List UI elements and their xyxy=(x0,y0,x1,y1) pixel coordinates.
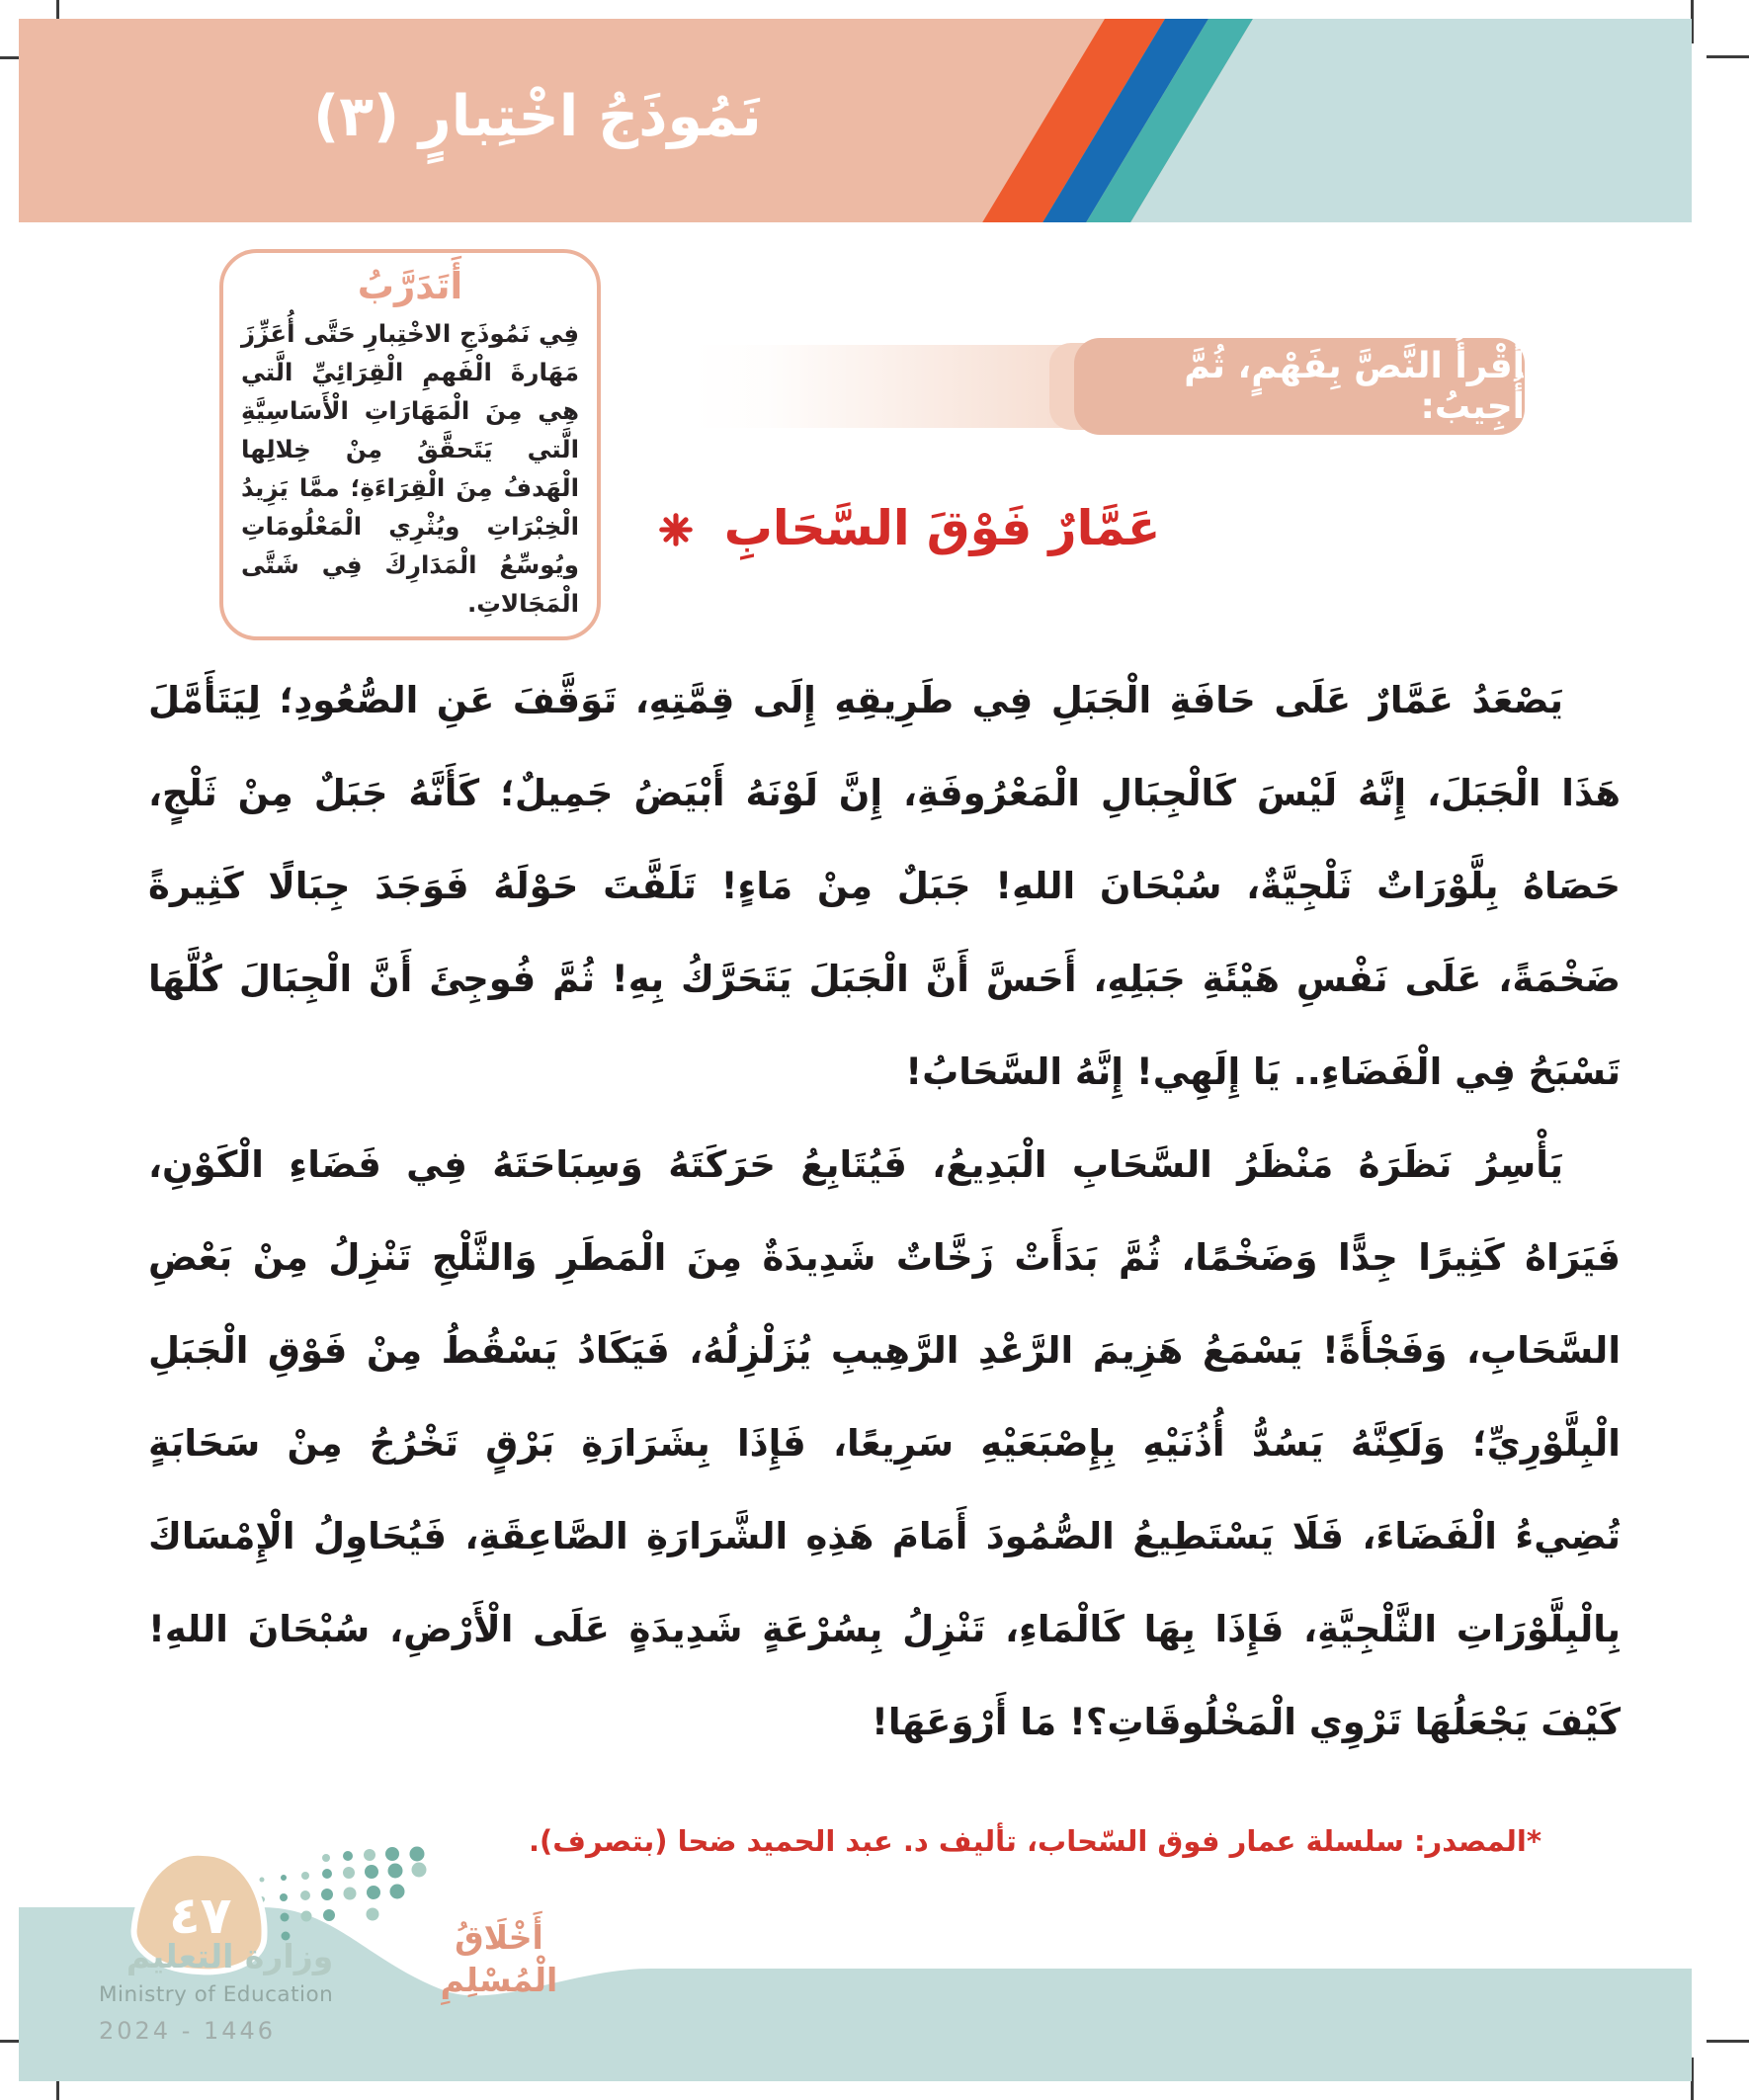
flower-asterisk-icon xyxy=(658,495,694,568)
story-line: ضَخْمَةً، عَلَى نَفْسِ هَيْئَةِ جَبَلِهِ، أَحَسَّ أَنَّ الْجَبَلَ يَتَحَرَّكُ بِهِ! ثُمَّ فُوجِئَ أَنَّ الْجِبَالَ كُلَّهَا xyxy=(148,958,1621,1000)
story-line: الْبِلَّوْرِيِّ؛ وَلَكِنَّهُ يَسُدُّ أُذُنَيْهِ بِإِصْبَعَيْهِ سَرِيعًا، فَإِذَا بِشَرَارَةِ بَرْقٍ تَخْرُجُ مِنْ سَحَابَةٍ xyxy=(148,1422,1621,1465)
story-line: تَسْبَحُ فِي الْفَضَاءِ.. يَا إِلَهِي! إِنَّهُ السَّحَابُ! xyxy=(905,1050,1621,1093)
edition-years: 2024 - 1446 xyxy=(99,2017,277,2046)
story-text xyxy=(148,654,1621,1769)
crop-mark xyxy=(1707,2040,1749,2043)
page-header xyxy=(19,19,1692,222)
story-title-text: عَمَّارٌ فَوْقَ السَّحَابِ xyxy=(723,500,1161,556)
practice-box-body: فِي نَمُوذَجِ الاخْتِبارِ حَتَّى أُعَزِّزَ مَهَارةَ الْفَهمِ الْقِرَائِيِّ الَّتي هِي مِنَ الْمَهَارَاتِ الْأَسَاسِيَّةِ الَّتي يَتَحقَّقُ مِنْ خِلالِها الْهَدفُ مِنَ الْقِرَاءَةِ؛ ممَّا يَزِيدُ الْخِبْرَاتِ ويُثْرِي الْمَعْلُومَاتِ ويُوسِّعُ الْمَدَارِكَ فِي شَتَّى الْمَجَالاتِ. xyxy=(241,319,579,619)
story-line: فَيَرَاهُ كَثِيرًا جِدًّا وَضَخْمًا، ثُمَّ بَدَأَتْ زَخَّاتٌ شَدِيدَةٌ مِنَ الْمَطَرِ وَالثَّلْجِ تَنْزِلُ مِنْ بَعْضِ xyxy=(148,1236,1621,1279)
ministry-name-english: Ministry of Education xyxy=(99,1982,334,2008)
page-number: ٤٧ xyxy=(169,1887,232,1947)
story-line: يَأْسِرُ نَظَرَهُ مَنْظَرُ السَّحَابِ الْبَدِيعُ، فَيُتَابِعُ حَرَكَتَهُ وَسِبَاحَتَهُ فِي فَضَاءِ الْكَوْنِ، xyxy=(148,1143,1563,1186)
story-line: السَّحَابِ، وَفَجْأَةً! يَسْمَعُ هَزِيمَ الرَّعْدِ الرَّهِيبِ يُزَلْزِلُهُ، فَيَكَادُ يَسْقُطُ مِنْ فَوْقِ الْجَبَلِ xyxy=(148,1329,1621,1372)
instruction-banner xyxy=(1074,338,1525,435)
source-footnote: *المصدر: سلسلة عمار فوق السّحاب، تأليف د. عبد الحميد ضحا (بتصرف). xyxy=(529,1824,1541,1858)
instruction-label: أَقْرأُ النَّصَّ بِفَهْمٍ، ثُمَّ أُجِيبُ: xyxy=(1184,346,1525,427)
story-line: بِالْبِلَّوْرَاتِ الثَّلْجِيَّةِ، فَإِذَا بِهَا كَالْمَاءِ، تَنْزِلُ بِسُرْعَةٍ شَدِيدَةٍ عَلَى الْأَرْضِ، سُبْحَانَ اللهِ! xyxy=(148,1608,1621,1650)
instruction-fade-strip xyxy=(692,345,1079,428)
practice-box xyxy=(219,249,601,640)
story-title xyxy=(632,492,1186,567)
footer-section-label: أَخْلَاقُ الْمُسْلِمِ xyxy=(440,1918,558,1999)
story-line: هَذَا الْجَبَلَ، إِنَّهُ لَيْسَ كَالْجِبَالِ الْمَعْرُوفَةِ، إِنَّ لَوْنَهُ أَبْيَضُ جَمِيلٌ؛ كَأَنَّهُ جَبَلٌ مِنْ ثَلْجٍ، xyxy=(148,772,1621,814)
story-line: كَيْفَ يَجْعَلُهَا تَرْوِي الْمَخْلُوقَاتِ؟! مَا أَرْوَعَهَا! xyxy=(871,1701,1621,1743)
story-line: يَصْعَدُ عَمَّارٌ عَلَى حَافَةِ الْجَبَلِ فِي طَرِيقِهِ إِلَى قِمَّتِهِ، تَوَقَّفَ عَنِ الصُّعُودِ؛ لِيَتَأَمَّلَ xyxy=(148,679,1563,721)
ministry-wordmark-arabic: وزارة التعليم xyxy=(125,1937,334,1975)
page-title: نَمُوذَجُ اخْتِبارٍ (٣) xyxy=(313,84,762,149)
story-line: تُضِيءُ الْفَضَاءَ، فَلَا يَسْتَطِيعُ الصُّمُودَ أَمَامَ هَذِهِ الشَّرَارَةِ الصَّاعِقَةِ، فَيُحَاوِلُ الْإِمْسَاكَ xyxy=(148,1515,1621,1557)
practice-box-heading: أَتَدَرَّبُ xyxy=(357,265,463,307)
crop-mark xyxy=(1707,55,1749,58)
ministry-logo-block xyxy=(99,1939,333,2045)
story-line: حَصَاهُ بِلَّوْرَاتٌ ثَلْجِيَّةٌ، سُبْحَانَ اللهِ! جَبَلٌ مِنْ مَاءٍ! تَلَفَّتَ حَوْلَهُ فَوَجَدَ جِبَالًا كَثِيرةً xyxy=(148,865,1621,907)
